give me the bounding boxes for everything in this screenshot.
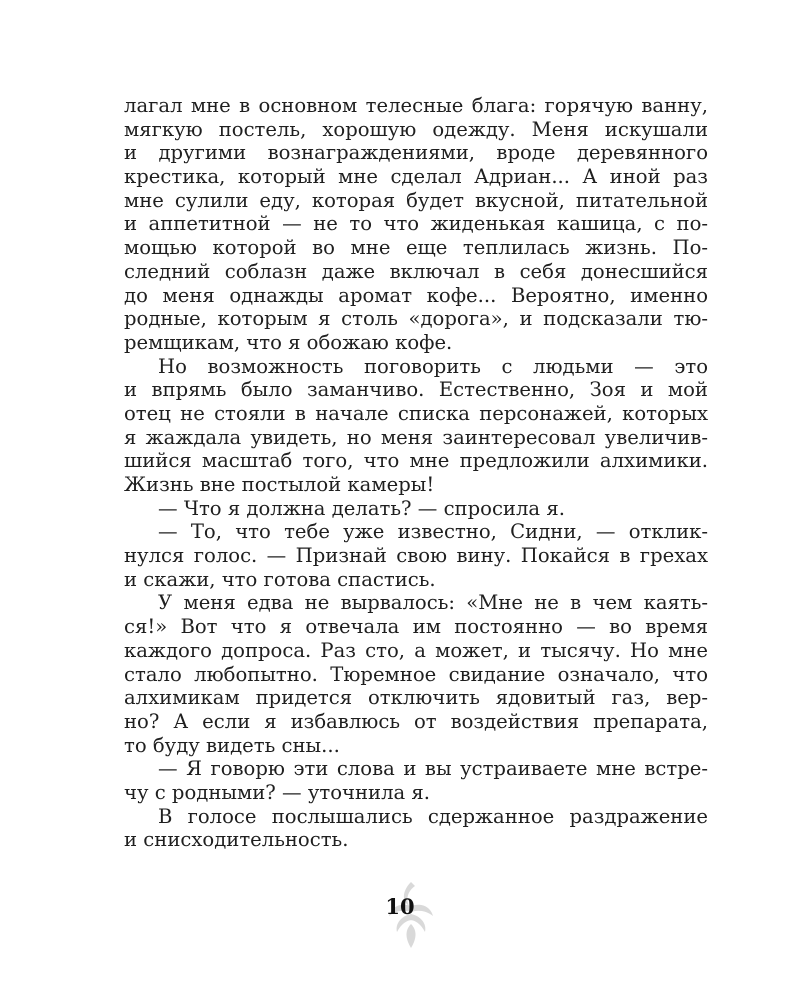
text-line: родные, которым я столь «дорога», и подсказали тю- <box>124 307 708 331</box>
text-line: стало любопытно. Тюремное свидание означало, что <box>124 662 708 686</box>
dialogue-line: — Я говорю эти слова и вы устраиваете мне встре- <box>158 757 708 781</box>
paragraph-end-line: то буду видеть сны... <box>124 733 340 757</box>
text-line: ся!» Вот что я отвечала им постоянно — во время <box>124 615 708 639</box>
text-line: до меня однажды аромат кофе... Вероятно, именно <box>124 283 708 307</box>
text-line: крестика, который мне сделал Адриан... А иной раз <box>124 165 708 189</box>
page-footer <box>0 880 800 950</box>
dialogue-line: — То, что тебе уже известно, Сидни, — отклик- <box>158 520 708 544</box>
text-line: и впрямь было заманчиво. Естественно, Зоя и мой <box>124 378 708 402</box>
paragraph-start-line: У меня едва не вырвалось: «Мне не в чем каять- <box>158 591 708 615</box>
paragraph-start-line: В голосе послышались сдержанное раздражение <box>158 804 708 828</box>
text-line: отец не стояли в начале списка персонажей, которых <box>124 401 708 425</box>
text-line: мне сулили еду, которая будет вкусной, питательной <box>124 188 708 212</box>
text-line: и аппетитной — не то что жиденькая кашица, с по- <box>124 212 708 236</box>
dialogue-line: — Что я должна делать? — спросила я. <box>158 496 565 520</box>
text-line: шийся масштаб того, что мне предложили алхимики. <box>124 449 708 473</box>
body-text <box>124 94 708 852</box>
page-number: 10 <box>385 894 415 919</box>
text-line: я жаждала увидеть, но меня заинтересовал увеличив- <box>124 425 708 449</box>
text-line: мягкую постель, хорошую одежду. Меня искушали <box>124 117 708 141</box>
paragraph-start-line: Но возможность поговорить с людьми — это <box>158 354 708 378</box>
text-line: нулся голос. — Признай свою вину. Покайся в грехах <box>124 544 708 568</box>
paragraph-end-line: Жизнь вне постылой камеры! <box>124 473 435 496</box>
text-line: каждого допроса. Раз сто, а может, и тысячу. Но мне <box>124 638 708 662</box>
paragraph-end-line: и снисходительность. <box>124 828 349 852</box>
text-line: алхимикам придется отключить ядовитый газ, вер- <box>124 686 708 710</box>
text-line: лагал мне в основном телесные блага: горячую ванну, <box>124 94 708 117</box>
paragraph-end-line: ремщикам, что я обожаю кофе. <box>124 330 453 354</box>
text-line: следний соблазн даже включал в себя донесшийся <box>124 259 708 283</box>
text-line: мощью которой во мне еще теплилась жизнь. По- <box>124 236 708 260</box>
paragraph-end-line: чу с родными? — уточнила я. <box>124 780 431 804</box>
text-line: и другими вознаграждениями, вроде деревянного <box>124 141 708 165</box>
paragraph-end-line: и скажи, что готова спастись. <box>124 567 436 591</box>
text-line: но? А если я избавлюсь от воздействия препарата, <box>124 709 708 733</box>
